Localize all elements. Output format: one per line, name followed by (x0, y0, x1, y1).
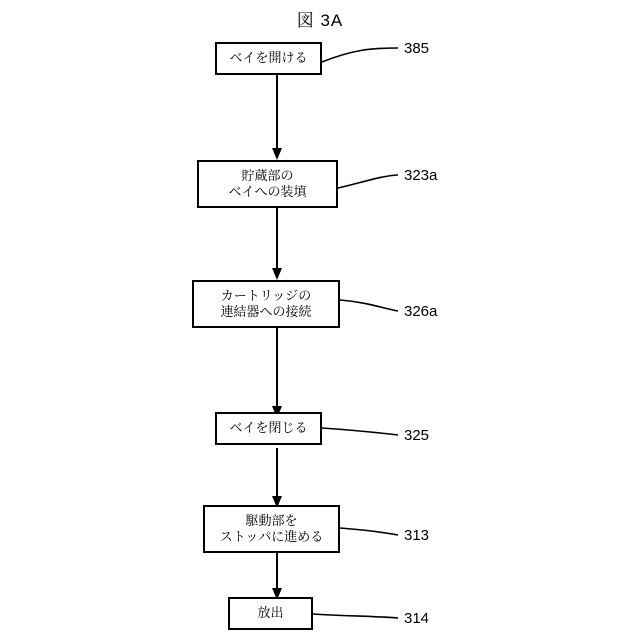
ref-313: 313 (404, 527, 430, 544)
node-load-reservoir-label-2: ベイへの装填 (228, 184, 307, 199)
node-close-bay-label: ベイを閉じる (229, 420, 308, 436)
node-open-bay-label: ベイを開ける (229, 50, 308, 66)
node-open-bay[interactable] (215, 42, 322, 75)
ref-326a: 326a (404, 303, 438, 320)
node-connect-cartridge-label-2: 連結器への接続 (220, 304, 312, 319)
ref-325: 325 (404, 427, 430, 444)
ref-385: 385 (404, 40, 430, 57)
node-load-reservoir-label-1: 貯蔵部の (241, 167, 294, 183)
ref-323a: 323a (404, 167, 438, 184)
node-connect-cartridge[interactable] (192, 280, 340, 328)
node-advance-drive-label-1: 駆動部を (245, 512, 298, 528)
ref-314: 314 (404, 610, 430, 627)
node-advance-drive-label-2: ストッパに進める (219, 529, 324, 544)
node-load-reservoir[interactable] (197, 160, 338, 208)
node-advance-drive[interactable] (203, 505, 340, 553)
node-connect-cartridge-label-1: カートリッジの (220, 287, 312, 303)
node-close-bay[interactable] (215, 412, 322, 445)
figure-title: 図 3A (296, 11, 344, 30)
node-discharge-label: 放出 (257, 605, 284, 621)
node-discharge[interactable] (228, 597, 313, 630)
